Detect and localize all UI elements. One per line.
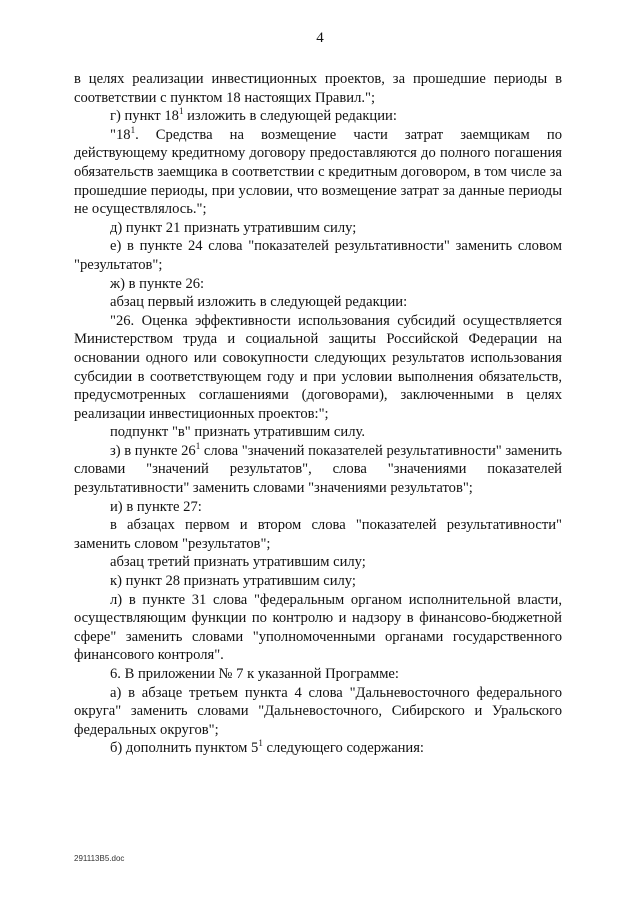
paragraph: в целях реализации инвестиционных проектов, за прошедшие периоды в соответствии с пунктом 18 настоящих Правил."; [74,71,562,106]
paragraph: г) пункт $18^1$ изложить в следующей редакции: [110,106,397,125]
paragraph: "26. Оценка эффективности использования субсидий осуществляется Министерством труда и социальной защиты Российской Федерации на основании одного или совокупности следующих результатов использования субсидии в соответствующем году и при условии выполнения обязательств, предусмотренных соглашениями (договорами), заключенными в целях реализации инвестиционных проектов:"; [74,312,562,422]
paragraph: д) пункт 21 признать утратившим силу; [110,219,357,236]
superscript: 1 [130,124,136,135]
paragraph: ж) в пункте 26: [110,275,205,292]
paragraph: абзац третий признать утратившим силу; [110,554,366,571]
paragraph: к) пункт 28 признать утратившим силу; [110,573,356,590]
paragraph: 6. В приложении № 7 к указанной Программе: [110,666,399,682]
paragraph: з) в пункте $26^1$ слова "значений показателей результативности" заменить словами "значений результатов", слова "значениями показателей результативности" заменить словами "значениями результатов"; [74,441,563,497]
paragraph: л) в пункте 31 слова "федеральным органом исполнительной власти, осуществляющим функции по контролю и надзору в финансово-бюджетной сфере" заменить словами "уполномоченными органами государственного финансового контроля". [74,591,562,664]
document-body [74,70,562,758]
superscript: 1 [195,441,201,452]
page-number: 4 [316,30,324,46]
paragraph: подпункт "в" признать утратившим силу. [110,424,365,441]
superscript: 1 [258,738,263,749]
paragraph: в абзацах первом и втором слова "показателей результативности" заменить словом "результатов"; [74,517,562,552]
file-name-footer: 291113B5.doc [74,854,125,863]
paragraph: "$18^1$. Средства на возмещение части затрат заемщикам по действующему кредитному договору предоставляются до полного погашения обязательств заемщика в соответствии с кредитным договором, в том числе за прошедшие периоды, при условии, что возмещение затрат за данные периоды не осуществлялось."; [74,124,562,218]
paragraph: е) в пункте 24 слова "показателей результативности" заменить словом "результатов"; [74,238,562,273]
paragraph: а) в абзаце третьем пункта 4 слова "Дальневосточного федерального округа" заменить словами "Дальневосточного, Сибирского и Уральского федеральных округов"; [74,684,562,738]
paragraph: и) в пункте 27: [110,498,202,515]
paragraph: б) дополнить пунктом $5^1$ следующего содержания: [110,738,424,757]
superscript: 1 [178,106,184,117]
paragraph: абзац первый изложить в следующей редакции: [110,294,408,311]
